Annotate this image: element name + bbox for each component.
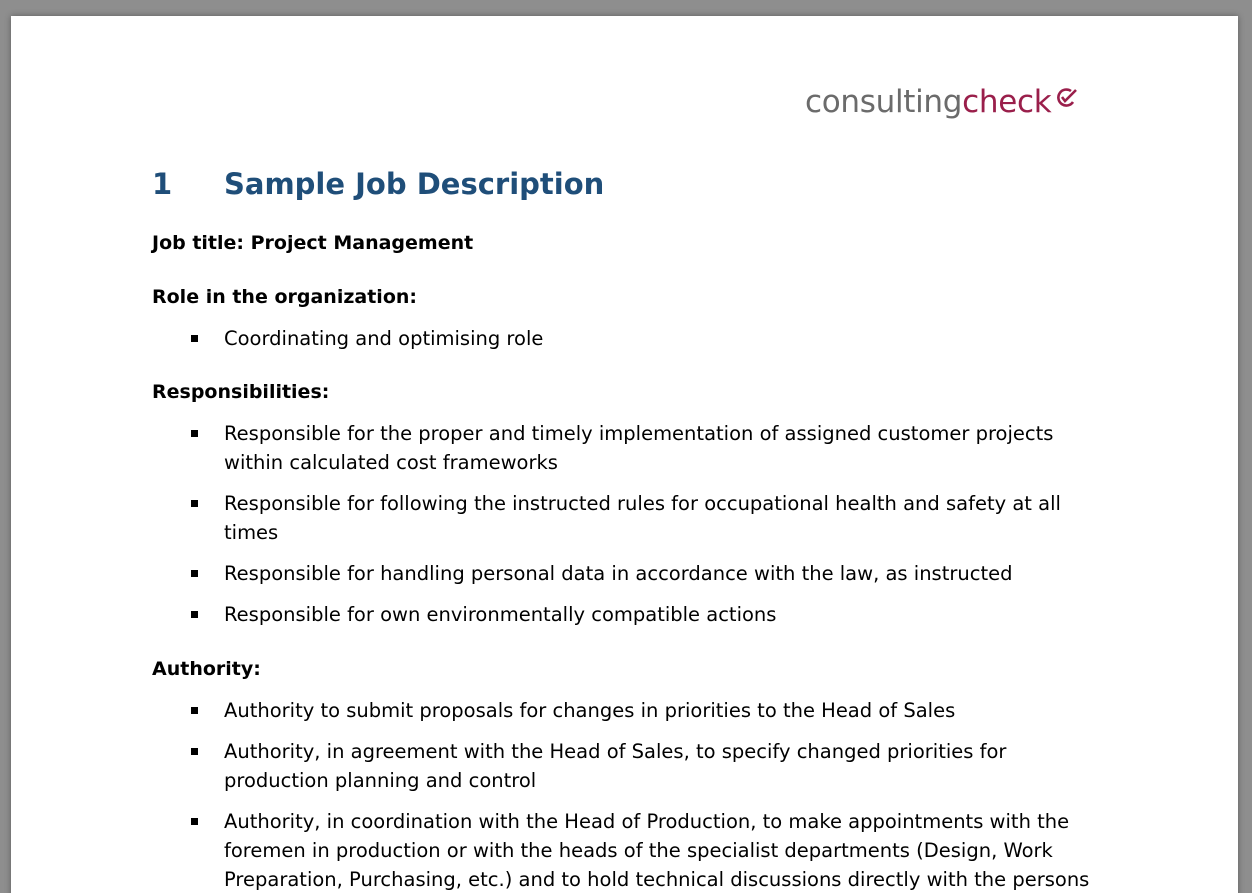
authority-label: Authority: <box>152 658 261 680</box>
bullet-icon <box>191 707 198 714</box>
bullet-icon <box>191 611 198 618</box>
list-item: Authority, in agreement with the Head of Sales, to specify changed priorities for production planning and control <box>152 737 1094 795</box>
bullet-icon <box>191 335 198 342</box>
check-mark-icon <box>1053 86 1079 110</box>
role-label: Role in the organization: <box>152 286 417 308</box>
list-item: Responsible for following the instructed rules for occupational health and safety at all times <box>152 489 1094 547</box>
authority-list <box>152 696 1094 893</box>
logo-text-check: check <box>962 84 1052 120</box>
list-item: Responsible for the proper and timely implementation of assigned customer projects within calculated cost frameworks <box>152 419 1094 477</box>
list-item: Coordinating and optimising role <box>152 324 1094 353</box>
job-title: Job title: Project Management <box>152 232 474 254</box>
list-item: Responsible for own environmentally compatible actions <box>152 600 1094 629</box>
role-list <box>152 324 1094 365</box>
section-heading <box>152 164 604 204</box>
bullet-icon <box>191 570 198 577</box>
bullet-icon <box>191 430 198 437</box>
company-logo <box>805 84 1079 120</box>
section-number: 1 <box>152 167 173 201</box>
responsibilities-list <box>152 419 1094 641</box>
logo-text-consulting: consulting <box>805 84 963 120</box>
list-item: Authority to submit proposals for changes in priorities to the Head of Sales <box>152 696 1094 725</box>
bullet-icon <box>191 748 198 755</box>
bullet-icon <box>191 500 198 507</box>
document-page <box>11 16 1238 893</box>
list-item: Authority, in coordination with the Head of Production, to make appointments with the foremen in production or with the heads of the specialist departments (Design, Work Preparation, Purchasing, etc.) and to hold technical discussions directly with the persons <box>152 807 1094 893</box>
section-title: Sample Job Description <box>224 167 605 201</box>
list-item: Responsible for handling personal data in accordance with the law, as instructed <box>152 559 1094 588</box>
responsibilities-label: Responsibilities: <box>152 381 330 403</box>
bullet-icon <box>191 818 198 825</box>
